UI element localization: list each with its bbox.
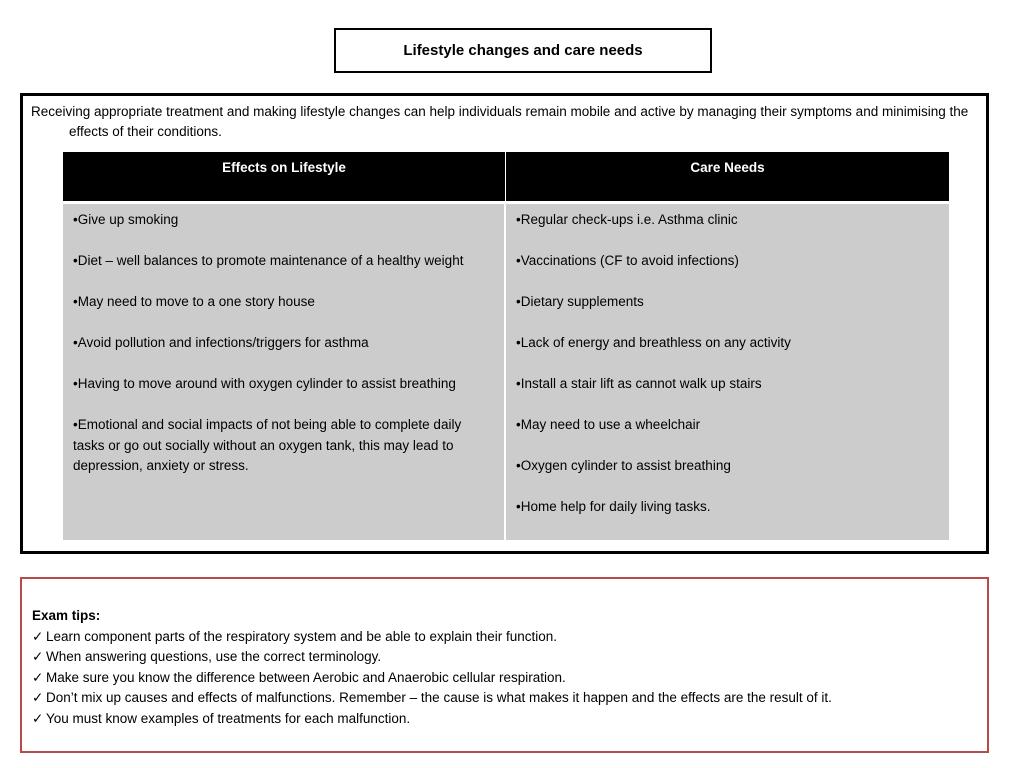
list-item: •Give up smoking <box>73 212 179 227</box>
exam-tips-panel <box>20 577 989 753</box>
list-item: •Oxygen cylinder to assist breathing <box>516 458 731 473</box>
list-item: •Vaccinations (CF to avoid infections) <box>516 253 739 268</box>
tip-text: Don’t mix up causes and effects of malfunctions. Remember – the cause is what makes it happen and the effects are the result of it. <box>46 690 832 705</box>
header-care-needs: Care Needs <box>506 152 949 201</box>
checkmark-icon: ✓ <box>32 710 44 726</box>
tip-text: You must know examples of treatments for each malfunction. <box>46 710 411 726</box>
list-item <box>32 647 987 668</box>
list-item: •Having to move around with oxygen cylinder to assist breathing <box>73 376 456 391</box>
page-title: Lifestyle changes and care needs <box>334 28 712 73</box>
list-item <box>32 709 987 730</box>
care-list <box>516 210 940 518</box>
list-item: •May need to use a wheelchair <box>516 417 701 432</box>
list-item: •Home help for daily living tasks. <box>516 499 711 514</box>
list-item: •May need to move to a one story house <box>73 294 315 309</box>
list-item: •Avoid pollution and infections/triggers for asthma <box>73 335 369 350</box>
lifestyle-list <box>73 210 495 477</box>
list-item <box>32 688 987 709</box>
list-item <box>32 627 987 648</box>
checkmark-icon: ✓ <box>32 628 44 644</box>
intro-text: Receiving appropriate treatment and making lifestyle changes can help individuals remain mobile and active by managing their symptoms and minimising the effects of their conditions. <box>31 104 969 139</box>
header-effects-on-lifestyle: Effects on Lifestyle <box>63 152 506 201</box>
content-panel <box>20 93 989 554</box>
list-item <box>32 668 987 689</box>
tip-text: Learn component parts of the respiratory system and be able to explain their function. <box>46 628 558 644</box>
list-item: •Lack of energy and breathless on any activity <box>516 335 791 350</box>
list-item: •Dietary supplements <box>516 294 644 309</box>
list-item: •Diet – well balances to promote maintenance of a healthy weight <box>73 253 464 268</box>
checkmark-icon: ✓ <box>32 669 44 685</box>
lifestyle-cell <box>63 201 506 540</box>
care-cell <box>506 201 949 540</box>
list-item: •Install a stair lift as cannot walk up stairs <box>516 376 762 391</box>
exam-tips-heading: Exam tips: <box>32 608 101 623</box>
tip-text: When answering questions, use the correct terminology. <box>46 649 382 664</box>
tip-text: Make sure you know the difference between Aerobic and Anaerobic cellular respiration. <box>46 669 566 685</box>
exam-tips-list <box>32 627 987 730</box>
checkmark-icon: ✓ <box>32 690 44 705</box>
lifestyle-care-table <box>63 152 949 540</box>
checkmark-icon: ✓ <box>32 649 44 664</box>
list-item: •Emotional and social impacts of not being able to complete daily tasks or go out socially without an oxygen tank, this may lead to depression, anxiety or stress. <box>73 417 462 473</box>
list-item: •Regular check-ups i.e. Asthma clinic <box>516 212 738 227</box>
